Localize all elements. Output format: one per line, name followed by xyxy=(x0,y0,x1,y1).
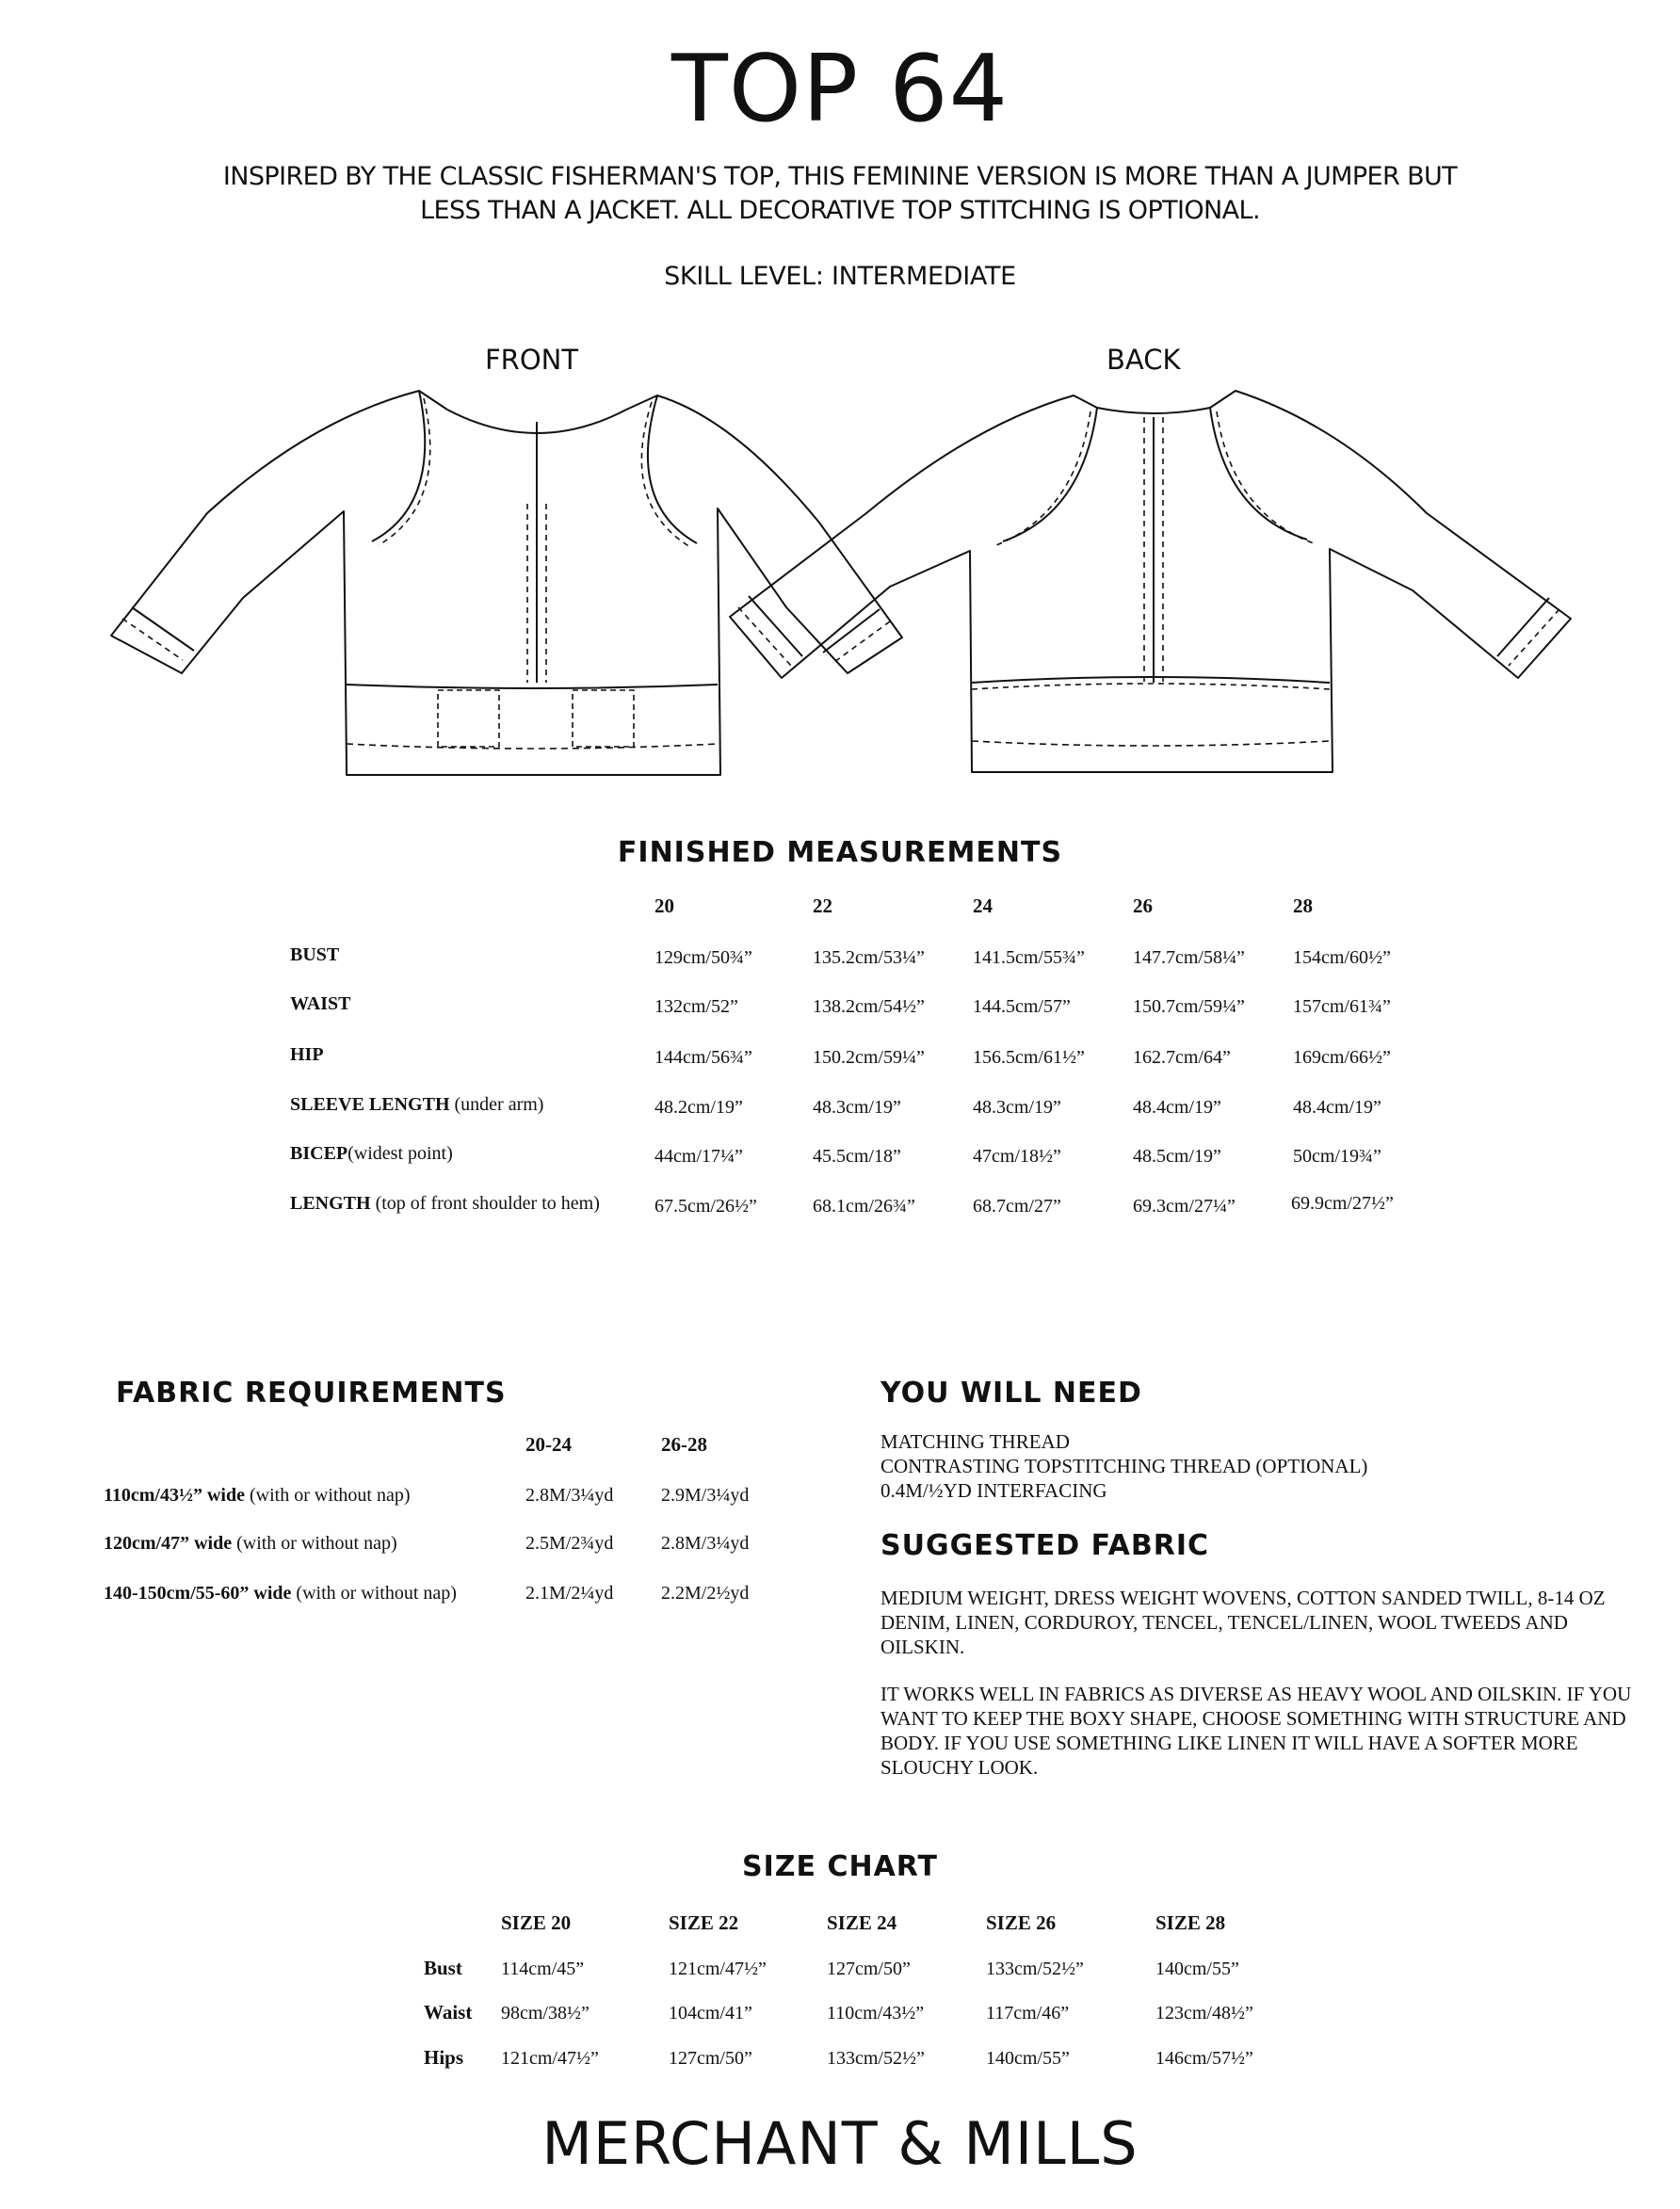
fm-cell: 141.5cm/55¾” xyxy=(973,947,1085,968)
fm-cell: 50cm/19¾” xyxy=(1293,1146,1381,1167)
sc-cell: 127cm/50” xyxy=(669,2048,752,2069)
fm-row-label xyxy=(290,1143,453,1165)
fr-row-name: 120cm/47” wide xyxy=(104,1533,233,1554)
fm-cell: 156.5cm/61½” xyxy=(973,1047,1085,1068)
sc-cell: 140cm/55” xyxy=(986,2048,1070,2069)
you-will-need-list xyxy=(880,1429,1367,1503)
sc-cell: 146cm/57½” xyxy=(1155,2048,1253,2069)
back-view-label: BACK xyxy=(1107,344,1181,376)
fm-cell: 144.5cm/57” xyxy=(973,996,1071,1017)
sc-cell: 121cm/47½” xyxy=(669,1959,767,1979)
fr-row-note: (with or without nap) xyxy=(232,1533,397,1554)
fr-cell: 2.8M/3¼yd xyxy=(661,1533,750,1554)
intro-line-1: INSPIRED BY THE CLASSIC FISHERMAN'S TOP, THIS FEMININE VERSION IS MORE THAN A JUMPER BUT xyxy=(222,162,1458,191)
fr-cell: 2.1M/2¼yd xyxy=(525,1583,614,1604)
sc-cell: 133cm/52½” xyxy=(986,1959,1084,1979)
fm-cell: 138.2cm/54½” xyxy=(813,996,925,1017)
fm-cell: 68.1cm/26¾” xyxy=(813,1196,915,1217)
sc-cell: 133cm/52½” xyxy=(827,2048,925,2069)
fm-size-header: 24 xyxy=(973,895,993,917)
list-item: 0.4M/½YD INTERFACING xyxy=(880,1479,1107,1502)
suggested-fabric-paragraph: IT WORKS WELL IN FABRICS AS DIVERSE AS HEAVY WOOL AND OILSKIN. IF YOU WANT TO KEEP THE BOXY SHAPE, CHOOSE SOMETHING WITH STRUCTURE AND BODY. IF YOU USE SOMETHING LIKE LINEN IT WILL HAVE A SOFTER MORE SLOUCHY LOOK. xyxy=(880,1683,1632,1779)
fm-row-label xyxy=(290,944,339,966)
back-view-drawing xyxy=(730,391,1571,772)
fr-cell: 2.9M/3¼yd xyxy=(661,1485,750,1506)
fm-cell: 48.4cm/19” xyxy=(1133,1097,1221,1118)
fm-cell: 135.2cm/53¼” xyxy=(813,947,925,968)
you-will-need-heading: YOU WILL NEED xyxy=(880,1377,1142,1410)
sc-cell: 114cm/45” xyxy=(501,1959,585,1979)
fm-cell: 48.5cm/19” xyxy=(1133,1146,1221,1167)
fm-row-note: (top of front shoulder to hem) xyxy=(370,1193,600,1214)
sc-row-label: Waist xyxy=(424,2001,473,2024)
fm-row-name: BUST xyxy=(290,944,340,965)
fr-row-label xyxy=(104,1533,397,1555)
fm-cell: 48.4cm/19” xyxy=(1293,1097,1381,1118)
suggested-fabric-heading: SUGGESTED FABRIC xyxy=(880,1529,1210,1562)
fm-cell: 129cm/50¾” xyxy=(654,947,752,968)
fm-cell: 144cm/56¾” xyxy=(654,1047,752,1068)
fm-cell: 169cm/66½” xyxy=(1293,1047,1391,1068)
fr-column-header: 20-24 xyxy=(525,1433,572,1456)
fm-cell: 69.9cm/27½” xyxy=(1291,1193,1394,1214)
fm-row-label xyxy=(290,1044,324,1066)
fm-size-header: 22 xyxy=(813,895,832,917)
sc-size-header: SIZE 24 xyxy=(827,1911,897,1934)
fm-size-header: 26 xyxy=(1133,895,1153,917)
fm-cell: 69.3cm/27¼” xyxy=(1133,1196,1236,1217)
sc-size-header: SIZE 20 xyxy=(501,1911,572,1934)
garment-illustrations xyxy=(0,372,1680,791)
list-item: CONTRASTING TOPSTITCHING THREAD (OPTIONAL) xyxy=(880,1455,1368,1477)
fm-row-name: LENGTH xyxy=(290,1193,371,1214)
fr-row-note: (with or without nap) xyxy=(245,1485,411,1506)
sc-size-header: SIZE 28 xyxy=(1155,1911,1226,1934)
fm-cell: 45.5cm/18” xyxy=(813,1146,901,1167)
sc-cell: 104cm/41” xyxy=(669,2003,752,2024)
fr-cell: 2.2M/2½yd xyxy=(661,1583,750,1604)
fm-cell: 154cm/60½” xyxy=(1293,947,1391,968)
sc-size-header: SIZE 22 xyxy=(669,1911,739,1934)
fm-row-note: (under arm) xyxy=(449,1094,544,1115)
fm-cell: 44cm/17¼” xyxy=(654,1146,743,1167)
sc-cell: 110cm/43½” xyxy=(827,2003,925,2024)
fm-cell: 157cm/61¾” xyxy=(1293,996,1391,1017)
fm-cell: 48.3cm/19” xyxy=(813,1097,901,1118)
fr-column-header: 26-28 xyxy=(661,1433,707,1456)
sc-cell: 117cm/46” xyxy=(986,2003,1070,2024)
fr-cell: 2.8M/3¼yd xyxy=(525,1485,614,1506)
intro-line-2: LESS THAN A JACKET. ALL DECORATIVE TOP STITCHING IS OPTIONAL. xyxy=(420,196,1260,225)
fm-row-label xyxy=(290,1094,543,1116)
fm-size-header: 28 xyxy=(1293,895,1313,917)
sc-row-label: Hips xyxy=(424,2046,464,2069)
size-chart-heading: SIZE CHART xyxy=(741,1850,939,1883)
fm-cell: 48.3cm/19” xyxy=(973,1097,1061,1118)
sc-cell: 98cm/38½” xyxy=(501,2003,590,2024)
brand-logo-text: MERCHANT & MILLS xyxy=(541,2109,1139,2178)
intro-text xyxy=(132,160,1548,228)
fm-cell: 67.5cm/26½” xyxy=(654,1196,757,1217)
fm-row-note: (widest point) xyxy=(347,1143,453,1164)
fm-row-label xyxy=(290,1193,600,1215)
fr-row-label xyxy=(104,1583,457,1604)
fm-cell: 150.2cm/59¼” xyxy=(813,1047,925,1068)
fr-row-label xyxy=(104,1485,411,1507)
fabric-requirements-heading: FABRIC REQUIREMENTS xyxy=(116,1377,507,1410)
sc-cell: 127cm/50” xyxy=(827,1959,911,1979)
fm-cell: 47cm/18½” xyxy=(973,1146,1061,1167)
fm-cell: 132cm/52” xyxy=(654,996,738,1017)
fm-cell: 162.7cm/64” xyxy=(1133,1047,1231,1068)
fm-cell: 68.7cm/27” xyxy=(973,1196,1061,1217)
front-view-label: FRONT xyxy=(485,344,579,376)
page-title: TOP 64 xyxy=(671,36,1009,143)
sc-cell: 121cm/47½” xyxy=(501,2048,599,2069)
front-view-drawing xyxy=(111,391,902,775)
fr-cell: 2.5M/2¾yd xyxy=(525,1533,614,1554)
fr-row-note: (with or without nap) xyxy=(291,1583,457,1604)
fm-row-name: SLEEVE LENGTH xyxy=(290,1094,450,1115)
sc-cell: 123cm/48½” xyxy=(1155,2003,1253,2024)
fm-row-name: WAIST xyxy=(290,993,351,1014)
fm-cell: 147.7cm/58¼” xyxy=(1133,947,1245,968)
fr-row-name: 140-150cm/55-60” wide xyxy=(104,1583,292,1604)
fm-row-name: HIP xyxy=(290,1044,324,1065)
fm-cell: 150.7cm/59¼” xyxy=(1133,996,1245,1017)
sc-size-header: SIZE 26 xyxy=(986,1911,1057,1934)
skill-level: SKILL LEVEL: INTERMEDIATE xyxy=(664,262,1016,291)
sc-cell: 140cm/55” xyxy=(1155,1959,1239,1979)
list-item: MATCHING THREAD xyxy=(880,1430,1070,1453)
fm-cell: 48.2cm/19” xyxy=(654,1097,743,1118)
sc-row-label: Bust xyxy=(424,1957,462,1979)
fm-row-label xyxy=(290,993,350,1015)
finished-measurements-heading: FINISHED MEASUREMENTS xyxy=(617,836,1063,869)
fr-row-name: 110cm/43½” wide xyxy=(104,1485,245,1506)
fm-size-header: 20 xyxy=(654,895,674,917)
fm-row-name: BICEP xyxy=(290,1143,348,1164)
suggested-fabric-paragraph: MEDIUM WEIGHT, DRESS WEIGHT WOVENS, COTTON SANDED TWILL, 8-14 OZ DENIM, LINEN, CORDUROY, TENCEL, TENCEL/LINEN, WOOL TWEEDS AND OILSKIN. xyxy=(880,1587,1606,1658)
